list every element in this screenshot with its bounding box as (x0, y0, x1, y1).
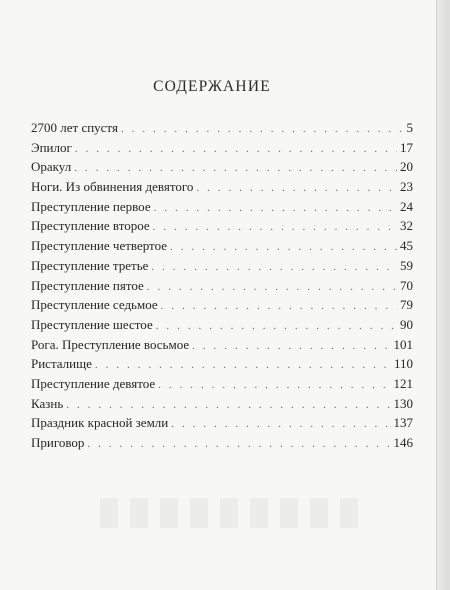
toc-entry-page: 32 (400, 218, 413, 234)
dot-leader (158, 376, 390, 396)
toc-entry (31, 157, 413, 177)
toc-entry-title: Преступление седьмое (31, 297, 158, 313)
toc-entry-page: 70 (400, 277, 413, 293)
toc-entry (31, 394, 413, 414)
toc-entry-page: 130 (393, 395, 413, 411)
dot-leader (170, 238, 397, 258)
toc-entry (31, 315, 413, 335)
toc-entry (31, 138, 413, 158)
show-through-shadow (100, 498, 360, 528)
toc-entry-page: 79 (400, 297, 413, 313)
dot-leader (75, 140, 397, 160)
page-edge (436, 0, 450, 590)
toc-entry-title: Преступление четвертое (31, 238, 167, 254)
toc-entry (31, 374, 413, 394)
toc-entry-page: 110 (393, 356, 413, 372)
dot-leader (121, 120, 404, 140)
table-of-contents (31, 118, 413, 453)
dot-leader (147, 278, 397, 298)
dot-leader (153, 218, 397, 238)
toc-entry-title: Эпилог (31, 139, 72, 155)
toc-entry-title: 2700 лет спустя (31, 120, 118, 135)
toc-entry (31, 177, 413, 197)
toc-entry-page: 23 (400, 179, 413, 195)
toc-entry-title: Преступление пятое (31, 277, 144, 293)
toc-entry-page: 121 (393, 375, 413, 391)
dot-leader (192, 337, 390, 357)
dot-leader (154, 199, 397, 219)
toc-entry-page: 90 (400, 316, 413, 332)
toc-entry-page: 24 (400, 198, 413, 214)
dot-leader (87, 435, 390, 455)
dot-leader (151, 258, 397, 278)
toc-entry (31, 236, 413, 256)
toc-entry-page: 45 (400, 238, 413, 254)
toc-entry-page: 146 (393, 435, 413, 450)
toc-entry-title: Ноги. Из обвинения девятого (31, 179, 194, 195)
toc-entry-title: Праздник красной земли (31, 415, 169, 431)
toc-entry (31, 335, 413, 355)
toc-entry-title: Приговор (31, 435, 85, 450)
toc-entry-title: Преступление шестое (31, 316, 153, 332)
toc-entry-title: Преступление второе (31, 218, 150, 234)
dot-leader (161, 297, 397, 317)
dot-leader (171, 415, 390, 435)
dot-leader (196, 179, 397, 199)
toc-entry-title: Оракул (31, 159, 72, 175)
toc-entry-page: 20 (400, 159, 413, 175)
toc-entry (31, 256, 413, 276)
page-title: СОДЕРЖАНИЕ (153, 78, 271, 95)
toc-entry (31, 118, 413, 138)
toc-entry-title: Ристалище (31, 356, 92, 372)
toc-entry (31, 413, 413, 433)
toc-entry (31, 295, 413, 315)
toc-entry (31, 197, 413, 217)
toc-entry (31, 216, 413, 236)
toc-entry-title: Преступление первое (31, 198, 151, 214)
toc-entry-page: 17 (400, 139, 413, 155)
toc-entry (31, 276, 413, 296)
toc-entry (31, 433, 413, 453)
toc-entry-title: Рога. Преступление восьмое (31, 336, 190, 352)
toc-entry (31, 354, 413, 374)
toc-entry-page: 5 (406, 120, 413, 135)
toc-entry-title: Преступление третье (31, 257, 149, 273)
toc-entry-page: 101 (393, 336, 413, 352)
toc-entry-title: Преступление девятое (31, 375, 156, 391)
toc-entry-title: Казнь (31, 395, 64, 411)
toc-entry-page: 59 (400, 257, 413, 273)
toc-entry-page: 137 (393, 415, 413, 431)
